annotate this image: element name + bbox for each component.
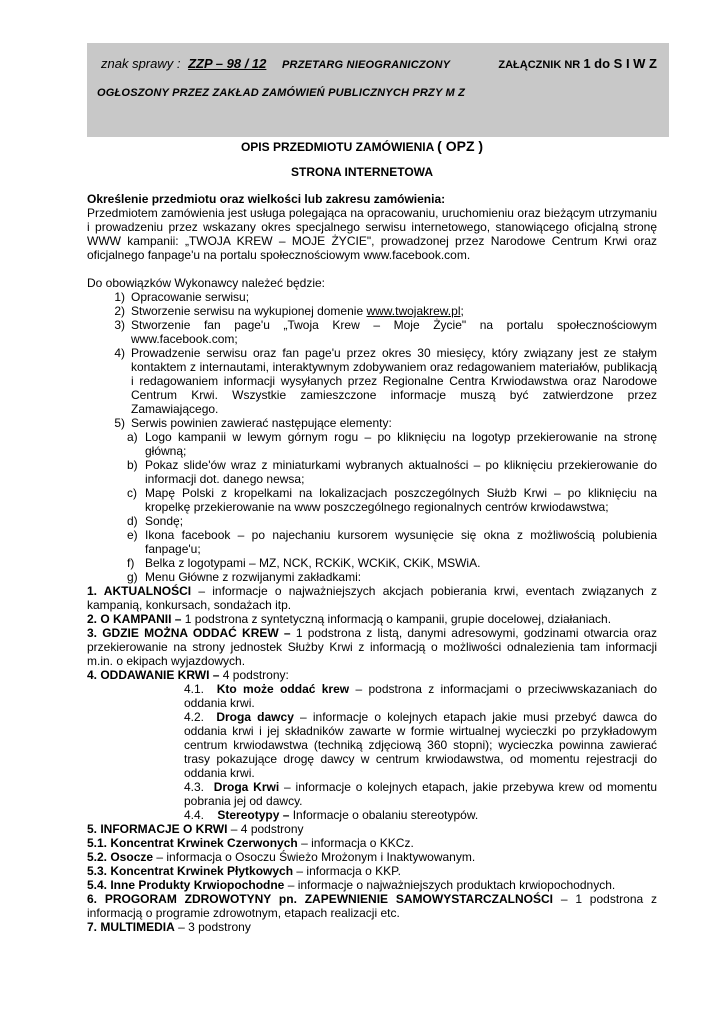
menu-subsection: 5.2. Osocze – informacja o Osoczu Świeżo Mrożonym i Inaktywowanym. <box>87 850 476 864</box>
document-title-main: OPIS PRZEDMIOTU ZAMÓWIENIA <box>240 140 434 154</box>
menu-section-where: 3. GDZIE MOŻNA ODDAĆ KREW – 1 podstrona z listą, danymi adresowymi, godzinami otwarcia oraz przekierowanie na strony jednostek Służby Krwi z informacją o możliwości odnalezienia tam informacji m.in. o ekipach wyjazdowych. <box>87 626 657 668</box>
sub-list-item: f) Belka z logotypami – MZ, NCK, RCKiK, WCKiK, CKiK, MSWiA. <box>127 556 481 570</box>
document-header <box>87 43 669 137</box>
sub-list-item: c) Mapę Polski z kropelkami na lokalizacjach poszczególnych Służb Krwi – po kliknięciu na kropelkę przekierowanie na www poszczególnego regionalnych centrów krwiodawstwa; <box>127 486 657 514</box>
menu-subsection: 5.1. Koncentrat Krwinek Czerwonych – informacja o KKCz. <box>87 836 414 850</box>
sub-list-item: b) Pokaz slide'ów wraz z miniaturkami wybranych aktualności – po kliknięciu przekierowanie do informacji dot. danego newsa; <box>127 458 657 486</box>
header-row-reference <box>101 56 657 71</box>
annex-label <box>498 56 657 71</box>
list-item: 3) Stworzenie fan page'u „Twoja Krew – Moje Życie" na portalu społecznościowym www.facebook.com; <box>114 318 657 346</box>
annex-number: 1 do S I W Z <box>583 56 657 71</box>
case-reference-number: ZZP – 98 / 12 <box>188 56 267 71</box>
sub-list-item: d) Sondę; <box>127 514 184 528</box>
menu-subsection: 5.3. Koncentrat Krwinek Płytkowych – informacja o KKP. <box>87 864 401 878</box>
list-item: 2) Stworzenie serwisu na wykupionej domenie www.twojakrew.pl; <box>114 304 464 318</box>
duties-lead: Do obowiązków Wykonawcy należeć będzie: <box>87 276 326 290</box>
list-item: 5) Serwis powinien zawierać następujące elementy: <box>114 416 392 430</box>
menu-subsection: 5.4. Inne Produkty Krwiopochodne – informacje o najważniejszych produktach krwiopochodnych. <box>87 878 616 892</box>
menu-section-multimedia: 7. MULTIMEDIA – 3 podstrony <box>87 920 251 934</box>
sub-list-item: g) Menu Główne z rozwijanymi zakładkami: <box>127 570 362 584</box>
menu-section-news: 1. AKTUALNOŚCI – informacje o najważniejszych akcjach pobierania krwi, eventach związanych z kampanią, konkursach, sondażach itp. <box>87 584 657 612</box>
annex-prefix: ZAŁĄCZNIK NR <box>498 59 581 71</box>
list-item: 4) Prowadzenie serwisu oraz fan page'u przez okres 30 miesięcy, który związany jest ze stałym kontaktem z internautami, interaktywnym zdobywaniem oraz redagowaniem materiałów, publikacją i redagowaniem informacji wysyłanych przez Regionalne Centra Krwiodawstwa oraz Narodowe Centrum Krwi. Wszystkie zamieszczone informacje muszą być zatwierdzone przez Zamawiającego. <box>114 346 657 416</box>
list-item: 1) Opracowanie serwisu; <box>114 290 250 304</box>
domain-link[interactable]: www.twojakrew.pl <box>366 304 461 318</box>
menu-section-donation: 4. ODDAWANIE KRWI – 4 podstrony: <box>87 668 289 682</box>
menu-section-about: 2. O KAMPANII – 1 podstrona z syntetyczną informacją o kampanii, grupie docelowej, działaniach. <box>87 612 612 626</box>
announcement-line: OGŁOSZONY PRZEZ ZAKŁAD ZAMÓWIEŃ PUBLICZNYCH PRZY M Z <box>97 87 466 99</box>
donation-subpage: 4.3. Droga Krwi – informacje o kolejnych etapach, jakie przebywa krew od momentu pobrania jej od dawcy. <box>184 780 658 808</box>
menu-section-program: 6. PROGORAM ZDROWOTYNY pn. ZAPEWNIENIE SAMOWYSTARCZALNOŚCI – 1 podstrona z informacją o programie zdrowotnym, etapach realizacji etc. <box>87 892 658 920</box>
tender-type: PRZETARG NIEOGRANICZONY <box>282 59 451 71</box>
document-subtitle: STRONA INTERNETOWA <box>290 165 433 179</box>
donation-subpage: 4.4. Stereotypy – Informacje o obalaniu stereotypów. <box>184 808 479 822</box>
donation-subpage: 4.1. Kto może oddać krew – podstrona z informacjami o przeciwwskazaniach do oddania krwi. <box>184 682 658 710</box>
document-body <box>87 192 657 934</box>
intro-text: Przedmiotem zamówienia jest usługa polegająca na opracowaniu, uruchomieniu oraz bieżącym utrzymaniu i prowadzeniu przez wskazany okres specjalnego serwisu internetowego, stanowiącego oficjalną stronę WWW kampanii: „TWOJA KREW – MOJE ŻYCIE", prowadzonej przez Narodowe Centrum Krwi oraz oficjalnego fanpage'u na portalu społecznościowym www.facebook.com. <box>87 206 657 262</box>
intro-heading: Określenie przedmiotu oraz wielkości lub zakresu zamówienia: <box>87 192 446 206</box>
case-reference-label: znak sprawy : <box>101 56 181 71</box>
sub-list-item: e) Ikona facebook – po najechaniu kursorem wysunięcie się okna z możliwością polubienia fanpage'u; <box>127 528 657 556</box>
document-title-abbr: ( OPZ ) <box>437 138 484 154</box>
document-title <box>0 138 724 154</box>
sub-list-item: a) Logo kampanii w lewym górnym rogu – po kliknięciu na logotyp przekierowanie na stronę główną; <box>127 430 657 458</box>
menu-section-blood-info: 5. INFORMACJE O KRWI – 4 podstrony <box>87 822 304 836</box>
donation-subpage: 4.2. Droga dawcy – informacje o kolejnych etapach jakie musi przebyć dawca do oddania krwi i jej składników zawarte w formie wirtualnej wycieczki po przykładowym centrum krwiodawstwa (techniką zdjęciową 360 stopni); wycieczka powinna zawierać trasy pokazujące drogę dawcy w centrum krwiodawstwa, od momentu rejestracji do oddania krwi. <box>184 710 657 780</box>
